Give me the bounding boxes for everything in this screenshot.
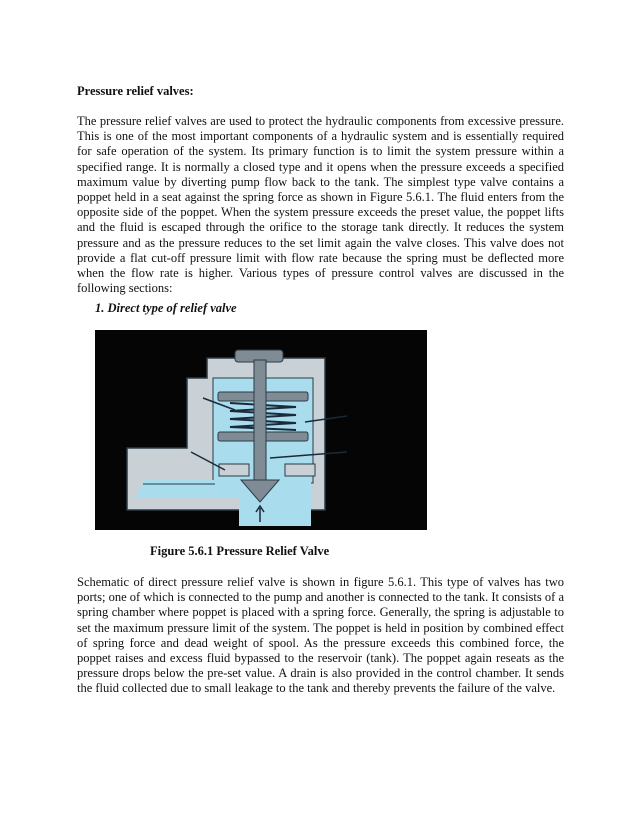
fluid-channel	[135, 480, 245, 498]
paragraph-schematic: Schematic of direct pressure relief valve is shown in figure 5.6.1. This type of valves has two ports; one of which is connected to the pump and another is connected to the tank. It consists of a spring chamber where poppet is placed with a spring force. Generally, the spring is adjustable to set the maximum pressure limit of the system. The poppet is held in position by combined effect of spring force and dead weight of spool. As the pressure exceeds this combined force, the poppet raises and excess fluid bypassed to the reservoir (tank). The poppet again reseats as the pressure drops below the pre-set value. A drain is also provided in the control chamber. It sends the fluid collected due to small leakage to the tank and thereby prevents the failure of the valve.	[77, 575, 564, 696]
section-heading: Pressure relief valves:	[77, 84, 194, 98]
seat-right	[285, 464, 315, 476]
relief-valve-figure	[95, 330, 427, 530]
subsection-heading: 1. Direct type of relief valve	[95, 301, 237, 315]
poppet-stem	[254, 360, 266, 488]
paragraph-intro: The pressure relief valves are used to protect the hydraulic components from excessive pressure. This is one of the most important components of a hydraulic system and is essentially required for safe operation of the system. Its primary function is to limit the system pressure within a specified range. It is normally a closed type and it opens when the pressure exceeds a specified maximum value by diverting pump flow back to the tank. The simplest type valve contains a poppet held in a seat against the spring force as shown in Figure 5.6.1. The fluid enters from the opposite side of the poppet. When the system pressure exceeds the preset value, the poppet lifts and the fluid is escaped through the orifice to the storage tank directly. It reduces the system pressure and as the pressure reduces to the set limit again the valve closes. This valve does not provide a flat cut-off pressure limit with flow rate because the spring must be deflected more when the flow rate is higher. Various types of pressure control valves are discussed in the following sections:	[77, 114, 564, 296]
relief-valve-diagram	[95, 330, 427, 530]
figure-caption: Figure 5.6.1 Pressure Relief Valve	[150, 544, 330, 558]
